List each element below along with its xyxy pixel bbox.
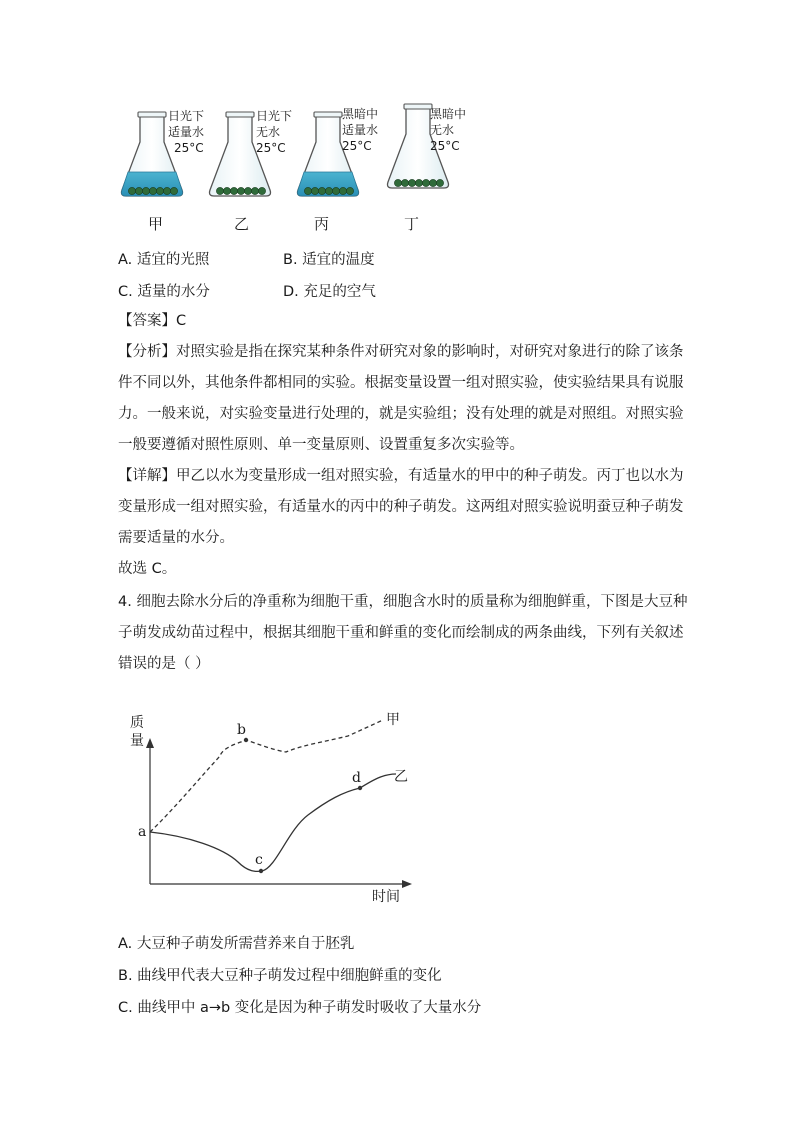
q3-option-a: A. 适宜的光照	[118, 252, 210, 268]
q3-option-d: D. 充足的空气	[283, 284, 376, 300]
flask-figure	[118, 100, 478, 240]
graph-svg	[128, 700, 428, 910]
q3-option-b: B. 适宜的温度	[283, 252, 375, 268]
point-c	[259, 869, 263, 873]
point-b-label: b	[237, 722, 246, 738]
q4-line-2: 子萌发成幼苗过程中，根据其细胞干重和鲜重的变化而绘制成的两条曲线，下列有关叙述	[118, 625, 684, 641]
conclusion-line: 故选 C。	[118, 561, 177, 577]
flask-jia-label: 甲	[148, 215, 164, 233]
curve-yi-label: 乙	[394, 769, 408, 785]
flask-ding-caption: 黑暗中 无水 25°C	[430, 107, 467, 153]
point-d	[358, 786, 362, 790]
point-c-label: c	[255, 852, 263, 868]
q4-option-a: A. 大豆种子萌发所需营养来自于胚乳	[118, 936, 355, 952]
q4-line-3: 错误的是（ ）	[118, 656, 210, 672]
q4-option-b: B. 曲线甲代表大豆种子萌发过程中细胞鲜重的变化	[118, 968, 442, 984]
flask-jia-caption: 日光下 适量水 25°C	[168, 109, 205, 155]
analysis-line-1: 【分析】对照实验是指在探究某种条件对研究对象的影响时，对研究对象进行的除了该条	[118, 344, 684, 360]
flask-bing-label: 丙	[314, 215, 330, 233]
flask-bing-caption: 黑暗中 适量水 25°C	[342, 107, 379, 153]
flask-ding-label: 丁	[404, 215, 420, 233]
flask-yi-label: 乙	[234, 215, 250, 233]
detail-line-2: 变量形成一组对照实验，有适量水的丙中的种子萌发。这两组对照实验说明蚕豆种子萌发	[118, 499, 684, 515]
answer-line: 【答案】C	[118, 313, 187, 329]
q4-line-1: 4. 细胞去除水分后的净重称为细胞干重，细胞含水时的质量称为细胞鲜重，下图是大豆种	[118, 594, 688, 610]
y-axis-label: 质 量	[130, 715, 144, 749]
x-axis-arrow	[402, 880, 412, 888]
q3-option-c: C. 适量的水分	[118, 284, 210, 300]
q4-option-c: C. 曲线甲中 a→b 变化是因为种子萌发时吸收了大量水分	[118, 1000, 482, 1016]
point-a-label: a	[138, 824, 147, 840]
detail-line-1: 【详解】甲乙以水为变量形成一组对照实验，有适量水的甲中的种子萌发。丙丁也以水为	[118, 468, 684, 484]
point-b	[244, 738, 248, 742]
y-axis-arrow	[146, 738, 154, 748]
flask-yi-caption: 日光下 无水 25°C	[256, 109, 293, 155]
curve-jia-label: 甲	[386, 712, 400, 728]
mass-time-graph	[128, 700, 428, 910]
point-d-label: d	[352, 770, 361, 786]
detail-line-3: 需要适量的水分。	[118, 530, 234, 546]
analysis-line-2: 件不同以外，其他条件都相同的实验。根据变量设置一组对照实验，使实验结果具有说服	[118, 375, 684, 391]
analysis-line-3: 力。一般来说，对实验变量进行处理的，就是实验组；没有处理的就是对照组。对照实验	[118, 406, 684, 422]
curve-jia	[150, 720, 383, 832]
x-axis-label: 时间	[372, 889, 400, 905]
analysis-line-4: 一般要遵循对照性原则、单一变量原则、设置重复多次实验等。	[118, 437, 524, 453]
